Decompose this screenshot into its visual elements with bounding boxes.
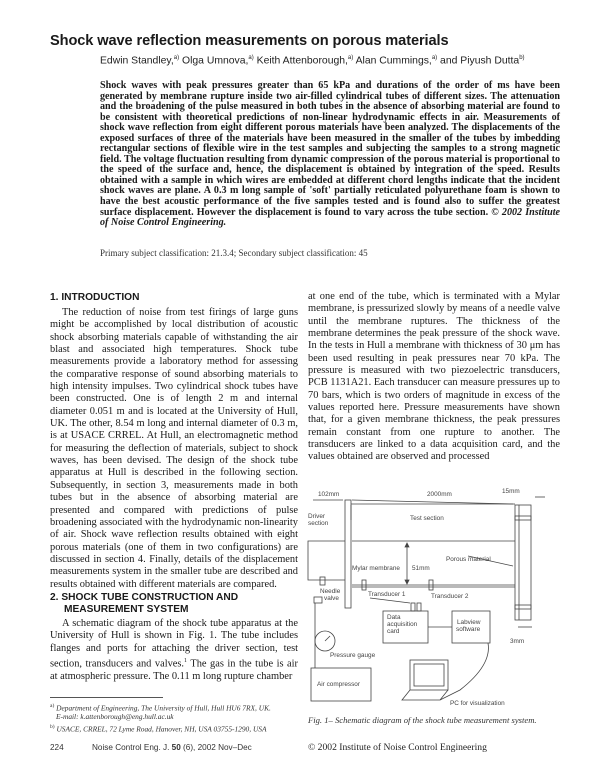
transducer-2-label: Transducer 2 xyxy=(431,593,469,600)
pressure-gauge-label: Pressure gauge xyxy=(330,652,376,659)
connector xyxy=(411,603,415,611)
driver-flange xyxy=(345,500,351,608)
paragraph-continued: The gas in the tube is air at atmospheric pressure. The 0.11 m long rupture chamber xyxy=(50,658,298,682)
connector xyxy=(417,603,421,611)
journal-name: Noise Control Eng. J. xyxy=(92,743,170,752)
footnote-b xyxy=(50,723,300,733)
heading-line: MEASUREMENT SYSTEM xyxy=(64,604,189,615)
mylar-membrane-label: Mylar membrane xyxy=(352,565,400,572)
needle-valve-label: valve xyxy=(324,595,339,602)
affiliation-mark: a) xyxy=(173,55,180,61)
author: Edwin Standley, xyxy=(100,55,174,67)
gauge-needle xyxy=(325,636,330,641)
pc-label: PC for visualization xyxy=(450,700,505,707)
dim-label: 102mm xyxy=(318,491,340,498)
author: Alan Cummings, xyxy=(353,55,432,67)
needle-valve-label: Needle xyxy=(320,588,341,595)
footnote-text: USACE, CRREL, 72 Lyme Road, Hanover, NH, USA 03755-1290, USA xyxy=(54,724,267,734)
heading-line: 2. SHOCK TUBE CONSTRUCTION AND xyxy=(50,592,239,603)
abstract-copyright: 2002 Institute of Noise Control Engineering. xyxy=(100,206,560,229)
driver-section-label: section xyxy=(308,520,329,527)
figure-1-schematic xyxy=(305,480,570,710)
section-2-heading xyxy=(50,592,238,616)
driver-section-label: Driver xyxy=(308,513,326,520)
flange-bolt xyxy=(515,605,531,609)
dim-label: 2000mm xyxy=(427,491,452,498)
daq-label: card xyxy=(387,628,400,635)
footnote-mark: a) xyxy=(50,703,55,709)
footnote-a xyxy=(50,702,300,721)
paragraph: at one end of the tube, which is terminated with a Mylar membrane, is pressurized slowly by means of a needle valve until the membrane ruptures. The thickness of the membrane determines the peak pressure of the shock wave. In the tests in Hull a membrane with thickness of 30 μm has been used resulting in peak pressures near 70 kPa. The pressure is measured with two piezoelectric transducers, PCB 1131A21. Each transducer can measure pressures up to 70 bars, which is two orders of magnitude in excess of the values reported here. Pressure measurements have shown that, for a given membrane thickness, the peak pressures remain constant from one rupture to another. The transducers are linked to a data acquisition card, and the values obtained are observed and processed xyxy=(308,291,560,463)
paper-title: Shock wave reflection measurements on porous materials xyxy=(50,33,449,49)
dim-label: 51mm xyxy=(412,565,430,572)
air-compressor-label: Air compressor xyxy=(317,681,360,688)
dim-label: 15mm xyxy=(502,488,520,495)
footnote-email: E-mail: k.attenborough@eng.hull.ac.uk xyxy=(56,712,174,722)
transducer-1-label: Transducer 1 xyxy=(368,591,406,598)
paragraph: A schematic diagram of the shock tube apparatus at the University of Hull is shown in Fig. 1. The tube includes flanges and ports for attaching the driver section, test section, transducers and valves. xyxy=(50,618,298,670)
reference-mark: 1 xyxy=(184,658,188,665)
end-flange xyxy=(515,505,531,620)
needle-valve xyxy=(320,577,325,585)
laptop-base xyxy=(402,690,448,700)
labview-label: software xyxy=(456,626,481,633)
affiliation-mark: a) xyxy=(431,55,438,61)
driver-section xyxy=(308,541,345,580)
cable xyxy=(370,598,410,603)
abstract xyxy=(100,81,560,229)
author: Keith Attenborough, xyxy=(253,55,348,67)
journal-volume: 50 xyxy=(171,743,181,752)
affiliation-mark: b) xyxy=(519,55,525,61)
flange-bolt xyxy=(515,516,531,520)
journal-citation xyxy=(92,743,252,752)
subject-classification: Primary subject classification: 21.3.4; Secondary subject classification: 45 xyxy=(100,248,368,258)
affiliation-mark: a) xyxy=(248,55,254,61)
daq-label: acquisition xyxy=(387,621,418,628)
author: and Piyush Dutta xyxy=(437,55,520,67)
section-2-body xyxy=(50,618,298,683)
dim-label: 3mm xyxy=(510,638,525,645)
affiliation-mark: a) xyxy=(347,55,354,61)
figure-caption: Fig. 1– Schematic diagram of the shock tube measurement system. xyxy=(308,715,537,725)
right-column-body xyxy=(308,291,560,464)
page-number: 224 xyxy=(50,743,64,752)
paragraph: The reduction of noise from test firings of large guns might be accomplished by local distribution of acoustic shock absorbing materials capable of withstanding the air blast and associated high temperatures. Shock tube measurements provide a laboratory method for assessing the comparative response of sound absorbing materials to high intensity impulses. Two cylindrical shock tubes have been constructed. One is of length 2 m and internal diameter 0.051 m and is located at the University of Hull, UK. The other, 8.54 m long and internal diameter of 0.3 m, is at USACE CRREL. At Hull, an electromagnetic method for measuring the deflection of materials, subject to shock waves, has been devised. The design of the shock tube apparatus at Hull is described in the following section. Subsequently, in section 3, measurements made in both tubes but in the absence of absorbing material are presented and compared with predictions of pulse broadening associated with the hydrodynamic non-linearity of air. Shock wave reflection results obtained with eight porous materials (one of them in two configurations) are discussed in section 4. Finally, details of the displacement measurements system in the smaller tube are described and results obtained with different materials are compared. xyxy=(50,307,298,590)
section-1-heading: 1. INTRODUCTION xyxy=(50,292,140,303)
footnote-text: Department of Engineering, The University of Hull, Hull HU6 7RX, UK. xyxy=(54,703,271,713)
section-1-body xyxy=(50,307,298,591)
dimension-arrow xyxy=(352,500,513,504)
daq-label: Data xyxy=(387,614,401,621)
author: Olga Umnova, xyxy=(179,55,249,67)
abstract-text: Shock waves with peak pressures greater than 65 kPa and durations of the order of ms have been generated by membrane rupture inside two air-filled cylindrical tubes of different sizes. The attenuation and the broadening of the pulse measured in both tubes in the absence of absorbing material are found to be consistent with theoretical predictions of non-linear hydrodynamic effects in air. Measurements of shock wave reflection from eight different porous materials have been analyzed. The displacements of the exposed surfaces of three of the materials have been measured in the smaller of the tubes by imbedding rectangular sections of flexible wire in the test samples and subjecting the samples to a strong magnetic field. The voltage fluctuation resulting from dynamic compression of the porous material is proportional to the speed of the surface and, hence, the displacement is obtained by integration of the speed. Results obtained with a sample in which wires are embedded at different chord lengths indicate that the incident shock waves are plane. A 0.3 m long sample of 'soft' partially reticulated polyurethane foam is shown to have the best acoustic performance of the five samples tested and is found also to suffer the greatest surface displacement. However the displacement is found to vary across the tube section. © xyxy=(100,80,560,218)
test-section-label: Test section xyxy=(410,515,444,522)
laptop-display xyxy=(414,664,444,686)
footnote-mark: b) xyxy=(50,724,55,730)
porous-material-label: Porous material xyxy=(446,556,491,563)
footnote-divider xyxy=(50,697,163,698)
labview-label: Labview xyxy=(457,619,481,626)
footer-copyright: © 2002 Institute of Noise Control Engineering xyxy=(308,742,487,753)
author-list xyxy=(100,52,560,68)
journal-issue: (6), 2002 Nov–Dec xyxy=(183,743,252,752)
valve-body xyxy=(314,597,322,603)
laptop-screen xyxy=(410,660,448,690)
